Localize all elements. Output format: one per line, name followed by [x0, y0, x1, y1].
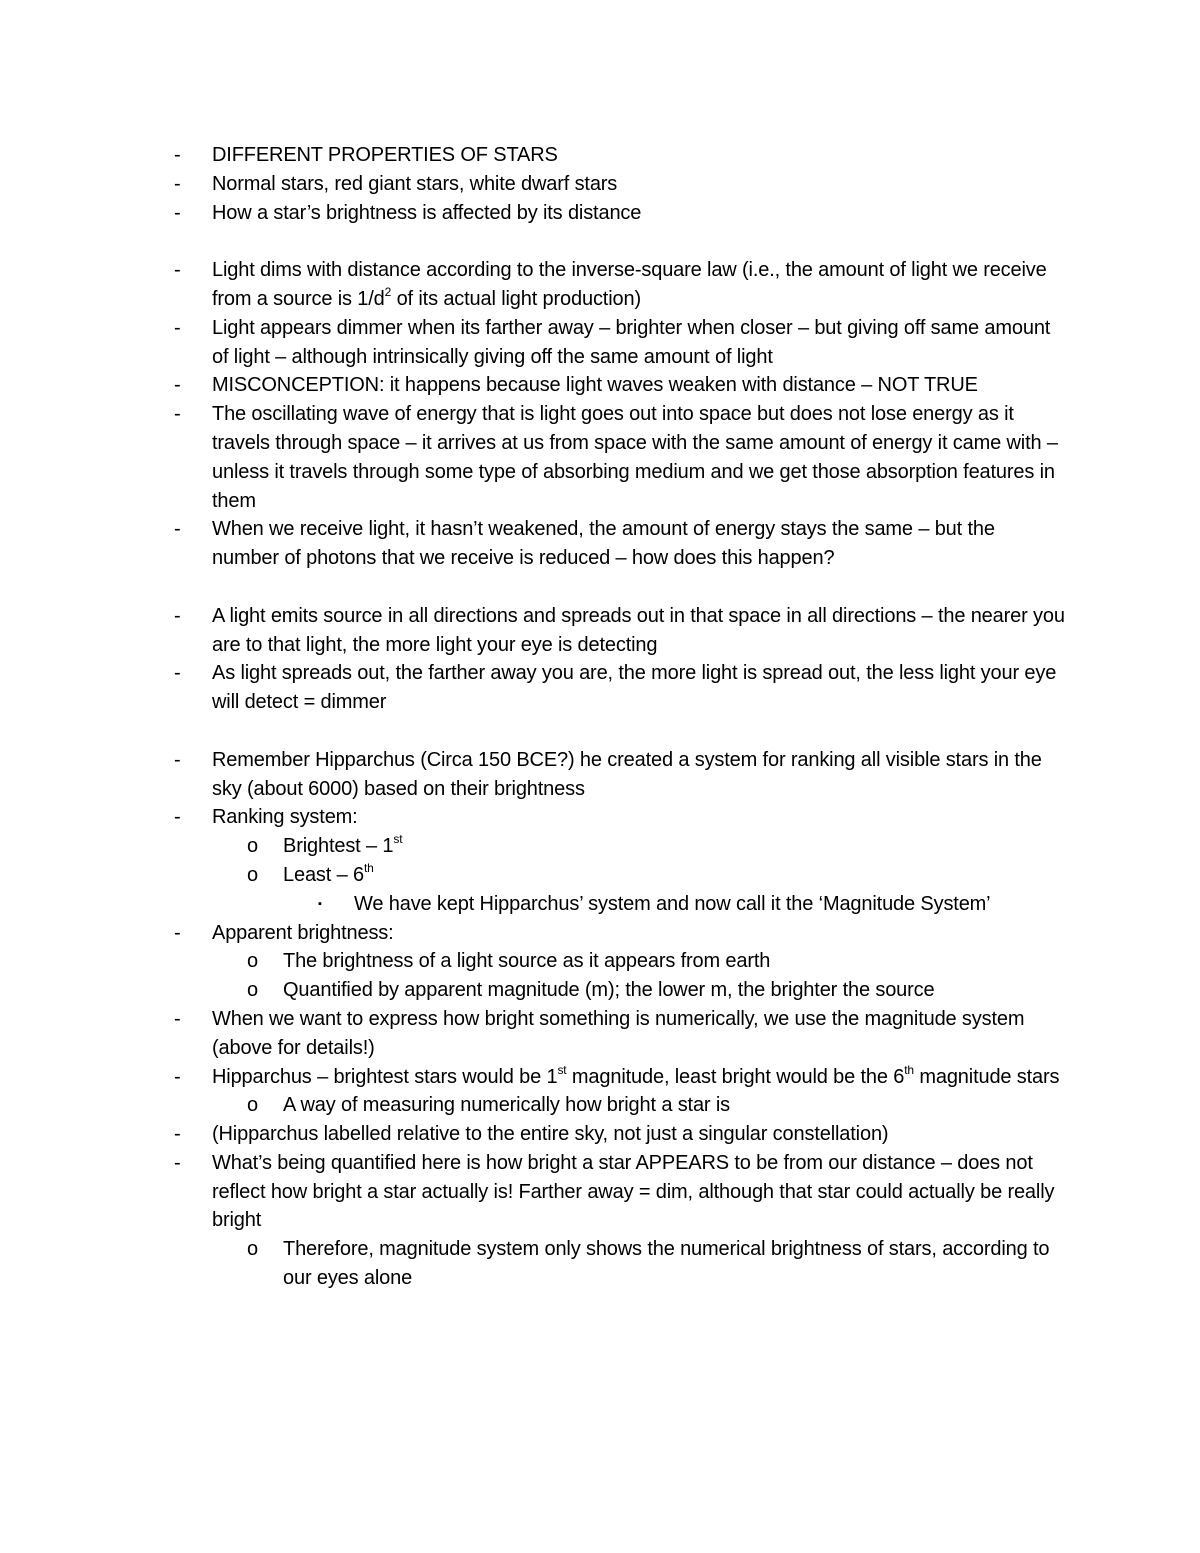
circle-bullet: o	[247, 835, 258, 858]
text-run: How a star’s brightness is affected by its distance	[212, 201, 642, 224]
list-item-text	[212, 314, 1067, 372]
list-item-text	[212, 1063, 1067, 1092]
dash-bullet: -	[174, 259, 181, 282]
list-item-text	[212, 1005, 1067, 1063]
dash-bullet: -	[174, 1123, 181, 1146]
list-item	[0, 1063, 1200, 1092]
list-item-text	[212, 919, 1067, 948]
list-item	[0, 803, 1200, 832]
list-item	[0, 1005, 1200, 1063]
superscript: th	[904, 1062, 914, 1077]
dash-bullet: -	[174, 806, 181, 829]
blank-line	[0, 227, 1200, 256]
list-item	[0, 141, 1200, 170]
list-item	[0, 832, 1200, 861]
text-run: As light spreads out, the farther away you are, the more light is spread out, the less light your eye will detect = dimmer	[212, 662, 1057, 714]
list-item-text	[212, 515, 1067, 573]
superscript: 2	[384, 285, 392, 300]
dash-bullet: -	[174, 748, 181, 771]
text-run: Least – 6	[283, 863, 364, 886]
text-run: When we receive light, it hasn’t weakened, the amount of energy stays the same – but the number of photons that we receive is reduced – how does this happen?	[212, 518, 995, 570]
list-item-text	[212, 371, 1067, 400]
dash-bullet: -	[174, 1151, 181, 1174]
text-run: Remember Hipparchus (Circa 150 BCE?) he created a system for ranking all visible stars in the sky (about 6000) based on their brightness	[212, 748, 1042, 800]
list-item	[0, 400, 1200, 515]
list-item	[0, 659, 1200, 717]
blank-line	[0, 717, 1200, 746]
list-item	[0, 919, 1200, 948]
text-run: magnitude stars	[913, 1065, 1060, 1088]
text-run: The oscillating wave of energy that is light goes out into space but does not lose energy as it travels through space – it arrives at us from space with the same amount of energy it came with – unless it travels through some type of absorbing medium and we get those absorption features in them	[212, 403, 1058, 512]
dash-bullet: -	[174, 604, 181, 627]
text-run: (Hipparchus labelled relative to the entire sky, not just a singular constellation)	[212, 1123, 889, 1146]
list-item	[0, 947, 1200, 976]
text-run: The brightness of a light source as it appears from earth	[283, 950, 771, 973]
dash-bullet: -	[174, 403, 181, 426]
list-item-text	[212, 602, 1067, 660]
text-run: We have kept Hipparchus’ system and now call it the ‘Magnitude System’	[354, 892, 991, 915]
list-item-text	[212, 746, 1067, 804]
list-item-text	[283, 976, 1063, 1005]
list-item	[0, 371, 1200, 400]
list-item-text	[212, 1120, 1067, 1149]
dash-bullet: -	[174, 662, 181, 685]
list-item-text	[212, 803, 1067, 832]
circle-bullet: o	[247, 863, 258, 886]
circle-bullet: o	[247, 1094, 258, 1117]
dash-bullet: -	[174, 1007, 181, 1030]
list-item-text	[283, 1235, 1063, 1293]
list-item	[0, 976, 1200, 1005]
list-item	[0, 1120, 1200, 1149]
list-item-text	[212, 256, 1067, 314]
dash-bullet: -	[174, 172, 181, 195]
list-item-text	[283, 947, 1063, 976]
text-run: Apparent brightness:	[212, 921, 394, 944]
list-item	[0, 746, 1200, 804]
text-run: Hipparchus – brightest stars would be 1	[212, 1065, 558, 1088]
list-item-text	[283, 1091, 1063, 1120]
list-item	[0, 861, 1200, 890]
dash-bullet: -	[174, 1065, 181, 1088]
text-run: A light emits source in all directions and spreads out in that space in all directions – the nearer you are to that light, the more light your eye is detecting	[212, 604, 1065, 656]
list-item	[0, 602, 1200, 660]
list-item	[0, 199, 1200, 228]
text-run: When we want to express how bright something is numerically, we use the magnitude system (above for details!)	[212, 1007, 1025, 1059]
list-item	[0, 890, 1200, 919]
superscript: th	[363, 861, 374, 876]
notes-list	[0, 141, 1200, 1293]
text-run: Quantified by apparent magnitude (m); the lower m, the brighter the source	[283, 979, 935, 1002]
list-item	[0, 170, 1200, 199]
dash-bullet: -	[174, 316, 181, 339]
list-item-text	[354, 890, 1064, 919]
list-item-text	[212, 170, 1067, 199]
list-item-text	[212, 1149, 1067, 1235]
text-run: DIFFERENT PROPERTIES OF STARS	[212, 144, 558, 166]
superscript: st	[557, 1062, 567, 1077]
square-bullet: ▪	[318, 897, 322, 910]
circle-bullet: o	[247, 1238, 258, 1261]
text-run: Light dims with distance according to the inverse-square law (i.e., the amount of light we receive from a source is 1/d	[212, 259, 1047, 310]
list-item-text	[212, 659, 1067, 717]
text-run: What’s being quantified here is how bright a star APPEARS to be from our distance – does not reflect how bright a star actually is! Farther away = dim, although that star could actually be really bright	[212, 1151, 1055, 1232]
list-item	[0, 1235, 1200, 1293]
text-run: Normal stars, red giant stars, white dwarf stars	[212, 172, 618, 195]
superscript: st	[393, 832, 403, 847]
text-run: of its actual light production)	[391, 287, 641, 310]
list-item-text	[283, 861, 1063, 890]
list-item-text	[212, 141, 1067, 170]
text-run: A way of measuring numerically how bright a star is	[283, 1094, 730, 1117]
dash-bullet: -	[174, 374, 181, 397]
text-run: Therefore, magnitude system only shows the numerical brightness of stars, according to our eyes alone	[283, 1238, 1050, 1290]
dash-bullet: -	[174, 144, 181, 166]
text-run: Ranking system:	[212, 806, 358, 829]
list-item-text	[283, 832, 1063, 861]
dash-bullet: -	[174, 921, 181, 944]
list-item-text	[212, 400, 1067, 515]
list-item	[0, 1149, 1200, 1235]
circle-bullet: o	[247, 979, 258, 1002]
dash-bullet: -	[174, 518, 181, 541]
text-run: Light appears dimmer when its farther away – brighter when closer – but giving off same amount of light – although intrinsically giving off the same amount of light	[212, 316, 1051, 368]
list-item-text	[212, 199, 1067, 228]
list-item	[0, 515, 1200, 573]
list-item	[0, 314, 1200, 372]
text-run: Brightest – 1	[283, 835, 394, 858]
list-item	[0, 1091, 1200, 1120]
list-item	[0, 256, 1200, 314]
text-run: magnitude, least bright would be the 6	[566, 1065, 905, 1088]
blank-line	[0, 573, 1200, 602]
text-run: MISCONCEPTION: it happens because light waves weaken with distance – NOT TRUE	[212, 374, 978, 397]
dash-bullet: -	[174, 201, 181, 224]
circle-bullet: o	[247, 950, 258, 973]
